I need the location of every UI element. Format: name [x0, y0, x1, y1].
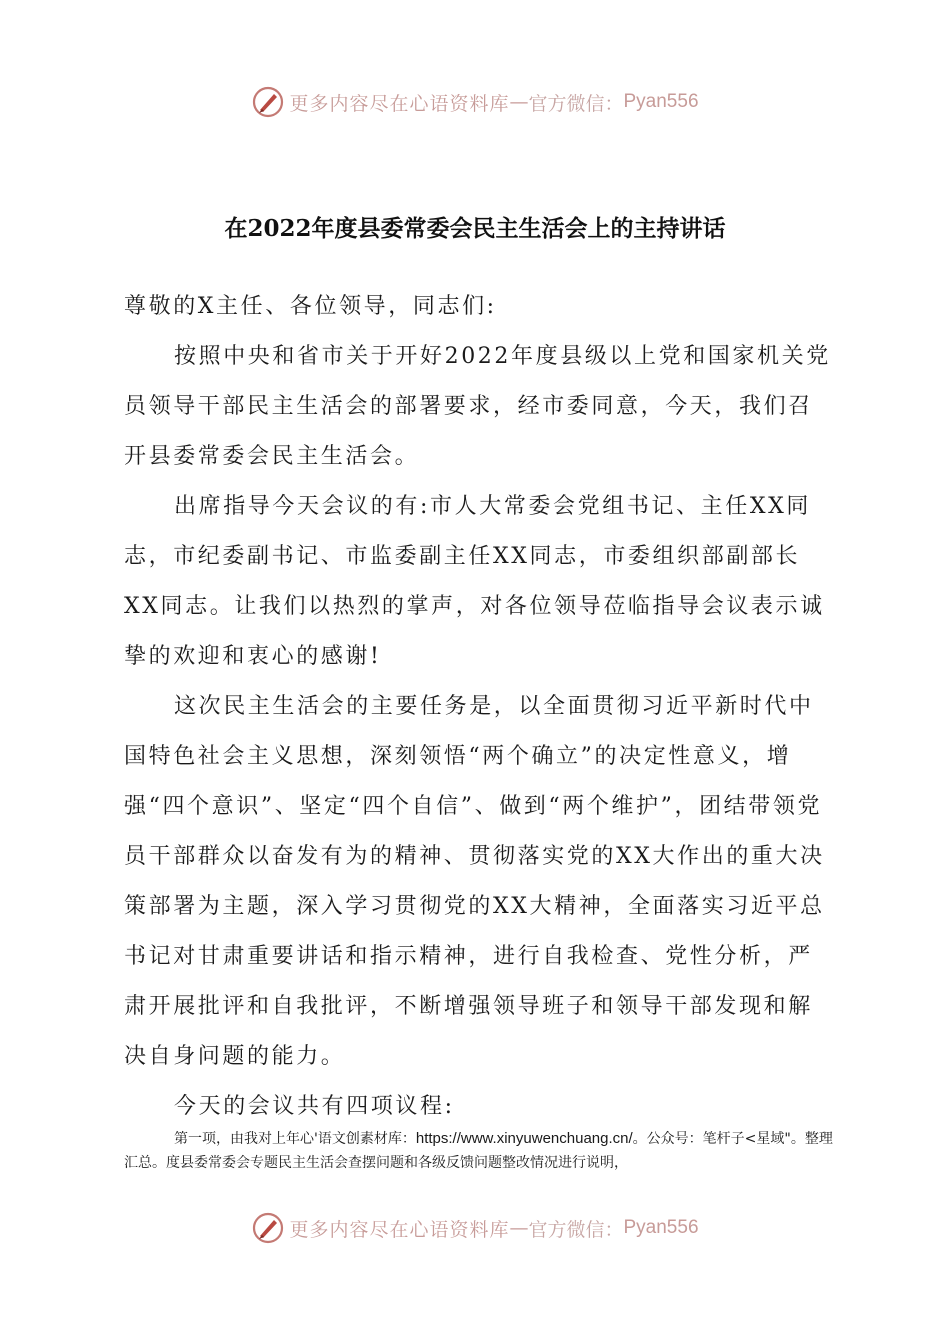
banner-separator: — — [509, 1217, 529, 1239]
banner-site-text: 更多内容尽在心语资料库 — [289, 1218, 510, 1241]
banner-wechat-id: Pyan556 — [623, 1217, 699, 1238]
paragraph-3: 这次民主生活会的主要任务是，以全面贯彻习近平新时代中国特色社会主义思想，深刻领悟“两个确立”的决定性意义，增强“四个意识”、坚定“四个自信”、做到“两个维护”，团结带领党员干部群众以奋发有为的精神、贯彻落实党的XX大作出的重大决策部署为主题，深入学习贯彻党的XX大精神，全面落实习近平总书记对甘肃重要讲话和指示精神，进行自我检查、党性分析，严肃开展批评和自我批评，不断增强领导班子和领导干部发现和解决自身问题的能力。 — [124, 694, 825, 1069]
document-title: 在2022年度县委常委会民主生活会上的主持讲话 — [224, 215, 726, 242]
banner-site-text: 更多内容尽在心语资料库 — [289, 92, 510, 115]
agenda-item-1 — [124, 1127, 834, 1175]
document-body — [124, 282, 834, 1132]
paragraph-4: 今天的会议共有四项议程: — [174, 1094, 455, 1119]
paragraph-2: 出席指导今天会议的有:市人大常委会党组书记、主任XX同志，市纪委副书记、市监委副主任XX同志，市委组织部副部长XX同志。让我们以热烈的掌声，对各位领导莅临指导会议表示诚挚的欢迎和衷心的感谢! — [124, 494, 825, 669]
paragraph-1: 按照中央和省市关于开好2022年度县级以上党和国家机关党员领导干部民主生活会的部署要求，经市委同意，今天，我们召开县委常委会民主生活会。 — [124, 344, 831, 469]
header-watermark-banner — [0, 82, 950, 122]
greeting-line: 尊敬的X主任、各位领导，同志们: — [124, 294, 497, 319]
banner-wechat-label: 官方微信： — [528, 1218, 624, 1241]
agenda-item-1-before-url: 第一项，由我对上年心'语文创素材库： — [174, 1131, 416, 1147]
footer-watermark-banner — [0, 1208, 950, 1248]
banner-separator: — — [509, 91, 529, 113]
banner-wechat-label: 官方微信： — [528, 92, 624, 115]
pen-logo-icon — [251, 85, 285, 119]
pen-logo-icon — [251, 1211, 285, 1245]
source-url-link[interactable]: https://www.xinyuwenchuang.cn/ — [415, 1130, 633, 1147]
agenda-item-1-after-url: 。公众号：笔杆子<星域"。整理汇总。度县委常委会专题民主生活会查摆问题和各级反馈问题整改情况进行说明， — [124, 1131, 833, 1171]
banner-wechat-id: Pyan556 — [623, 91, 699, 112]
